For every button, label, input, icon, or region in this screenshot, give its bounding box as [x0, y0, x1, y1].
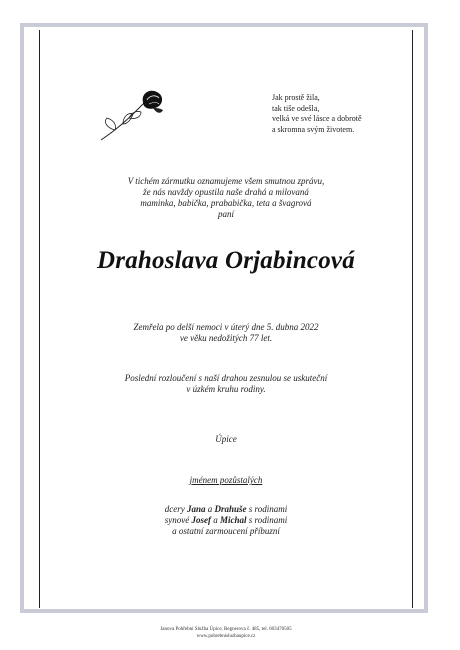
family-line-daughters: [40, 504, 412, 515]
announcement-line: paní: [217, 209, 234, 219]
poem-line: tak tiše odešla,: [272, 103, 320, 113]
footer: [40, 626, 412, 640]
poem-line: velká ve své lásce a dobrotě: [272, 114, 362, 123]
family-conjunction: a: [205, 504, 215, 514]
family-prefix: dcery: [164, 504, 188, 514]
family-suffix: s rodinami: [246, 515, 288, 525]
death-notice: [40, 322, 412, 344]
family-name: Drahuše: [214, 504, 247, 514]
footer-website: www.pohrebnisluzbaupice.cz: [196, 634, 256, 639]
right-vertical-rule: [412, 30, 413, 608]
rose-icon: [93, 88, 173, 148]
family-name: Michal: [220, 515, 247, 525]
poem: [272, 93, 362, 135]
family-line-relatives: a ostatní zarmoucení příbuzní: [172, 526, 280, 536]
family-prefix: synové: [164, 515, 192, 525]
death-notice-line: ve věku nedožitých 77 let.: [179, 333, 273, 343]
footer-address: Janova Pohřební Služba Úpice, Regnerova č. 485, tel. 603470505: [160, 627, 292, 632]
family-name: Jana: [187, 504, 206, 514]
announcement-line: že nás navždy opustila naše drahá a milovaná: [143, 187, 309, 197]
family-line-sons: [40, 515, 412, 526]
family-conjunction: a: [211, 515, 221, 525]
deceased-name: Drahoslava Orjabincová: [97, 247, 355, 274]
poem-line: a skromna svým životem.: [272, 124, 355, 134]
announcement: [40, 176, 412, 220]
farewell-notice: [40, 373, 412, 395]
on-behalf: [40, 475, 412, 486]
farewell-line: v úzkém kruhu rodiny.: [186, 384, 266, 394]
announcement-line: maminka, babička, prababička, teta a švagrová: [140, 198, 312, 208]
family-suffix: s rodinami: [246, 504, 288, 514]
farewell-line: Poslední rozloučení s naší drahou zesnulou se uskuteční: [124, 373, 328, 383]
place: Úpice: [215, 434, 237, 444]
on-behalf-text: jménem pozůstalých: [189, 475, 263, 485]
announcement-line: V tichém zármutku oznamujeme všem smutnou zprávu,: [127, 176, 325, 186]
poem-line: Jak prostě žila,: [272, 93, 320, 102]
family-list: [40, 504, 412, 537]
family-name: Josef: [191, 515, 212, 525]
death-notice-line: Zemřela po delší nemoci v úterý dne 5. dubna 2022: [133, 322, 319, 332]
